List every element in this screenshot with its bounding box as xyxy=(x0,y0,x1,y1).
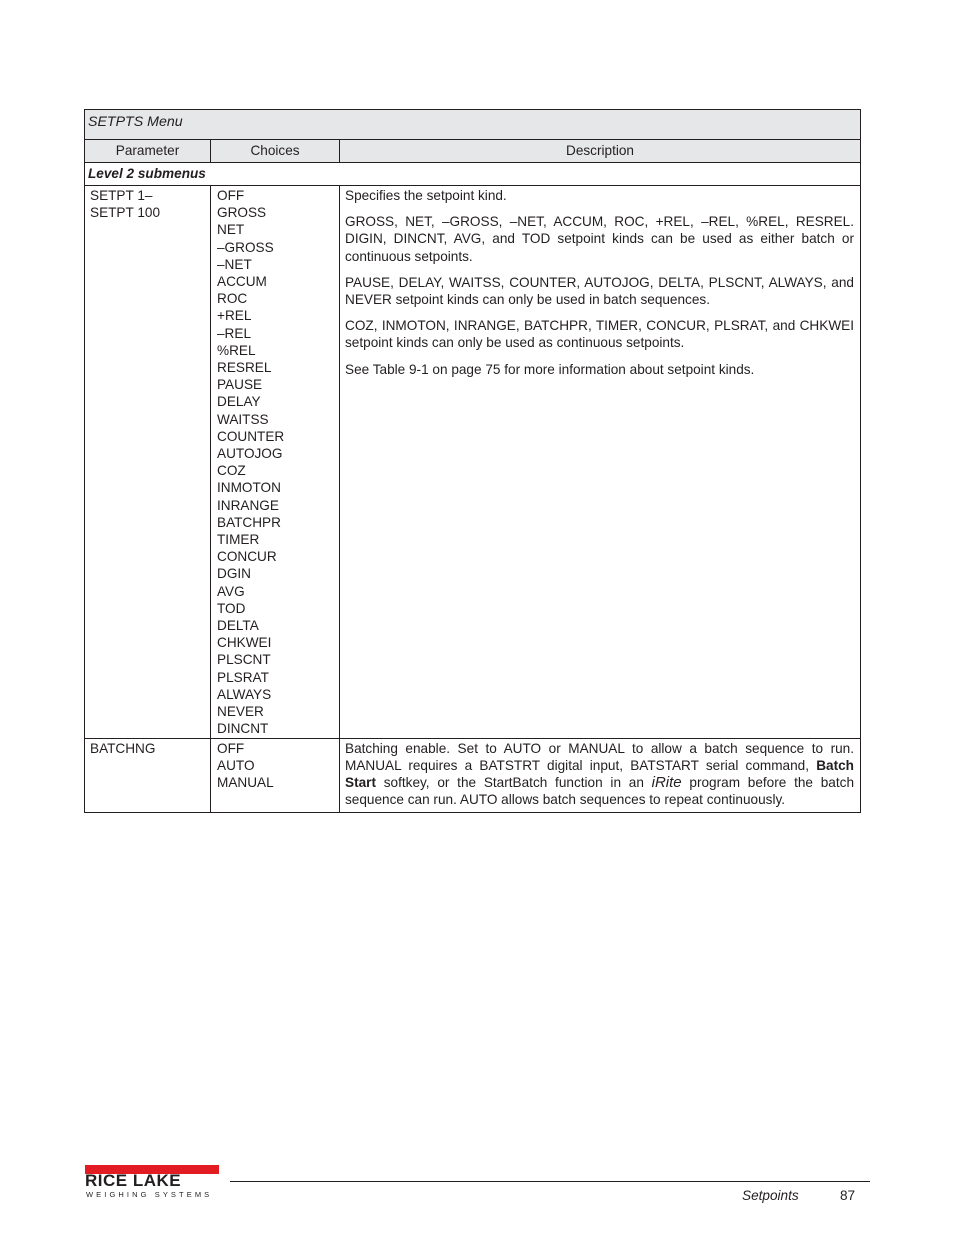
column-header-description: Description xyxy=(340,140,861,163)
choice-item: INRANGE xyxy=(217,497,279,513)
description-paragraph: Specifies the setpoint kind. xyxy=(345,188,507,203)
description-paragraph: GROSS, NET, –GROSS, –NET, ACCUM, ROC, +REL, –REL, %REL, RESREL. DIGIN, DINCNT, AVG, and TOD setpoint kinds can be used as either batch or continuous setpoints. xyxy=(345,214,854,264)
choice-item: MANUAL xyxy=(217,774,274,790)
choice-item: COUNTER xyxy=(217,428,285,444)
choice-item: AUTO xyxy=(217,757,255,773)
choice-item: PAUSE xyxy=(217,377,263,393)
choice-item: DELTA xyxy=(217,618,259,634)
column-header-parameter: Parameter xyxy=(85,140,211,163)
column-header-choices: Choices xyxy=(211,140,340,163)
parameter-line: BATCHNG xyxy=(90,740,156,756)
softkey-name: Batch Start xyxy=(345,757,854,790)
choice-item: –NET xyxy=(217,256,252,272)
table-row xyxy=(85,186,861,739)
choice-item: DELAY xyxy=(217,394,261,410)
choice-item: –GROSS xyxy=(217,239,274,255)
choice-item: NEVER xyxy=(217,704,264,720)
table-row xyxy=(85,738,861,813)
choice-item: TOD xyxy=(217,600,246,616)
description-text: program before the batch sequence can run. AUTO allows batch sequences to repeat continuously. xyxy=(345,774,854,808)
description-text: softkey, or the StartBatch function in an xyxy=(375,774,652,790)
submenu-label: Level 2 submenus xyxy=(85,163,861,186)
choice-item: COZ xyxy=(217,463,246,479)
footer-section-name: Setpoints xyxy=(742,1188,799,1203)
choice-item: AUTOJOG xyxy=(217,446,283,462)
choice-item: AVG xyxy=(217,583,245,599)
description-cell xyxy=(340,186,861,739)
description-paragraph xyxy=(345,740,854,809)
description-cell xyxy=(340,738,861,813)
choice-item: TIMER xyxy=(217,532,260,548)
footer-rule xyxy=(230,1181,870,1182)
page-number: 87 xyxy=(840,1188,856,1203)
parameter-cell xyxy=(85,738,211,813)
choice-item: DINCNT xyxy=(217,721,269,737)
choice-item: –REL xyxy=(217,325,252,341)
choice-item: INMOTON xyxy=(217,480,281,496)
description-text: Batching enable. Set to AUTO or MANUAL to allow a batch sequence to run. MANUAL requires a BATSTRT digital input, BATSTART serial command, xyxy=(345,740,854,773)
choice-item: BATCHPR xyxy=(217,514,281,530)
parameter-cell xyxy=(85,186,211,739)
choice-item: CHKWEI xyxy=(217,635,272,651)
irite-brand: iRite xyxy=(651,773,682,791)
table-title: SETPTS Menu xyxy=(85,110,861,140)
choice-item: PLSRAT xyxy=(217,669,269,685)
choice-item: RESREL xyxy=(217,360,272,376)
description-paragraph: See Table 9-1 on page 75 for more information about setpoint kinds. xyxy=(345,361,755,377)
choice-item: GROSS xyxy=(217,205,267,221)
choice-item: OFF xyxy=(217,188,245,203)
parameter-line: SETPT 1– xyxy=(90,188,153,203)
description-paragraph: COZ, INMOTON, INRANGE, BATCHPR, TIMER, CONCUR, PLSRAT, and CHKWEI setpoint kinds can only be used as continuous setpoints. xyxy=(345,318,854,351)
setpts-menu-table xyxy=(84,109,861,813)
choice-item: ACCUM xyxy=(217,274,267,290)
description-paragraph: PAUSE, DELAY, WAITSS, COUNTER, AUTOJOG, DELTA, PLSCNT, ALWAYS, and NEVER setpoint kinds can only be used in batch sequences. xyxy=(345,274,854,308)
choice-item: ALWAYS xyxy=(217,686,272,702)
choices-cell xyxy=(211,738,340,813)
choice-item: CONCUR xyxy=(217,549,277,565)
parameter-line: SETPT 100 xyxy=(90,205,161,221)
rice-lake-logo xyxy=(85,1165,221,1199)
choice-item: DGIN xyxy=(217,566,251,582)
choice-item: ROC xyxy=(217,291,248,307)
choices-cell xyxy=(211,186,340,739)
logo-wordmark: RICE LAKE xyxy=(85,1171,182,1190)
choice-item: WAITSS xyxy=(217,411,269,427)
choice-item: %REL xyxy=(217,342,256,358)
choice-item: PLSCNT xyxy=(217,652,271,668)
choice-item: +REL xyxy=(217,308,252,324)
choice-item: NET xyxy=(217,222,245,238)
choice-item: OFF xyxy=(217,740,245,756)
logo-tagline: WEIGHING SYSTEMS xyxy=(86,1190,213,1199)
